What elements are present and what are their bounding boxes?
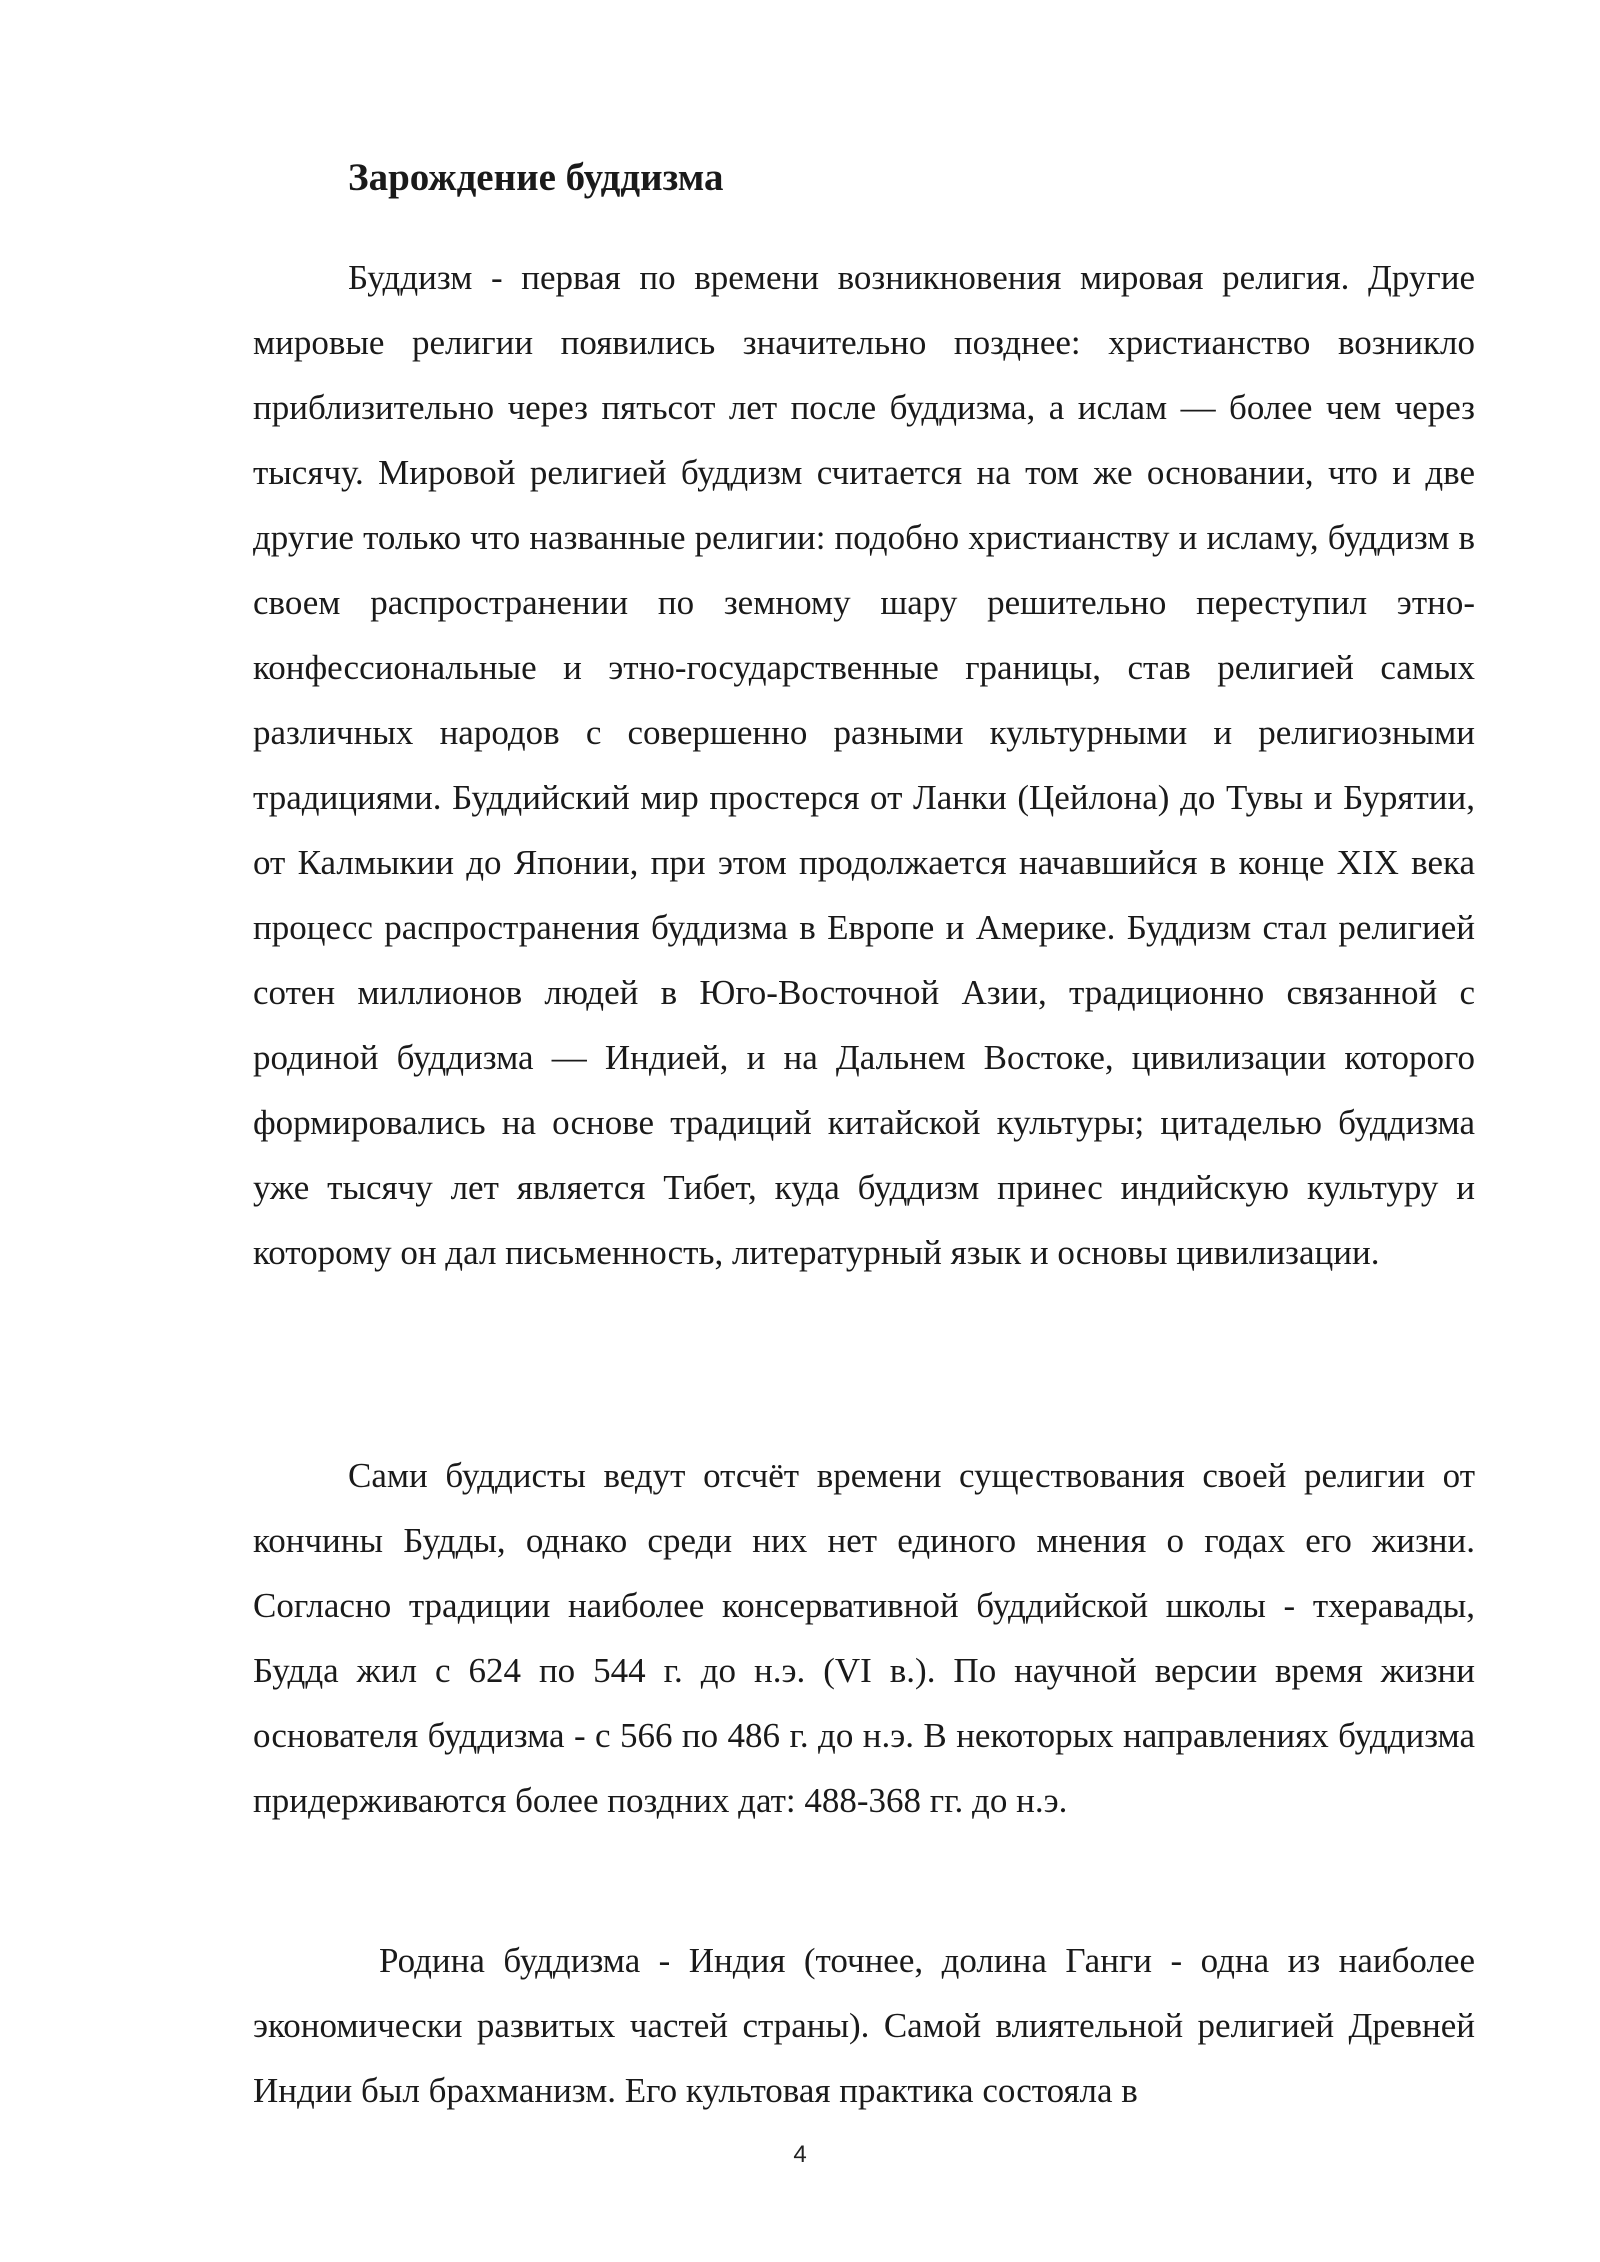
paragraph-dating-of-buddha: Сами буддисты ведут отсчёт времени существования своей религии от кончины Будды, однако среди них нет единого мнения о годах его жизни. Согласно традиции наиболее консервативной буддийской школы - тхеравады, Будда жил с 624 по 544 г. до н.э. (VI в.). По научной версии время жизни основателя буддизма - с 566 по 486 г. до н.э. В некоторых направлениях буддизма придерживаются более поздних дат: 488-368 гг. до н.э.	[253, 1456, 1475, 1820]
section-heading: Зарождение буддизма	[348, 156, 724, 199]
paragraph-homeland-of-buddhism: Родина буддизма - Индия (точнее, долина Ганги - одна из наиболее экономически развитых частей страны). Самой влиятельной религией Древней Индии был брахманизм. Его культовая практика состояла в	[253, 1941, 1475, 2110]
page-number: 4	[793, 2141, 807, 2168]
paragraph-origin-of-buddhism: Буддизм - первая по времени возникновения мировая религия. Другие мировые религии появились значительно позднее: христианство возникло приблизительно через пятьсот лет после буддизма, а ислам — более чем через тысячу. Мировой религией буддизм считается на том же основании, что и две другие только что названные религии: подобно христианству и исламу, буддизм в своем распространении по земному шару решительно переступил этно-конфессиональные и этно-государственные границы, став религией самых различных народов с совершенно разными культурными и религиозными традициями. Буддийский мир простерся от Ланки (Цейлона) до Тувы и Бурятии, от Калмыкии до Японии, при этом продолжается начавшийся в конце XIX века процесс распространения буддизма в Европе и Америке. Буддизм стал религией сотен миллионов людей в Юго-Восточной Азии, традиционно связанной с родиной буддизма — Индией, и на Дальнем Востоке, цивилизации которого формировались на основе традиций китайской культуры; цитаделью буддизма уже тысячу лет является Тибет, куда буддизм принес индийскую культуру и которому он дал письменность, литературный язык и основы цивилизации.	[253, 258, 1475, 1272]
